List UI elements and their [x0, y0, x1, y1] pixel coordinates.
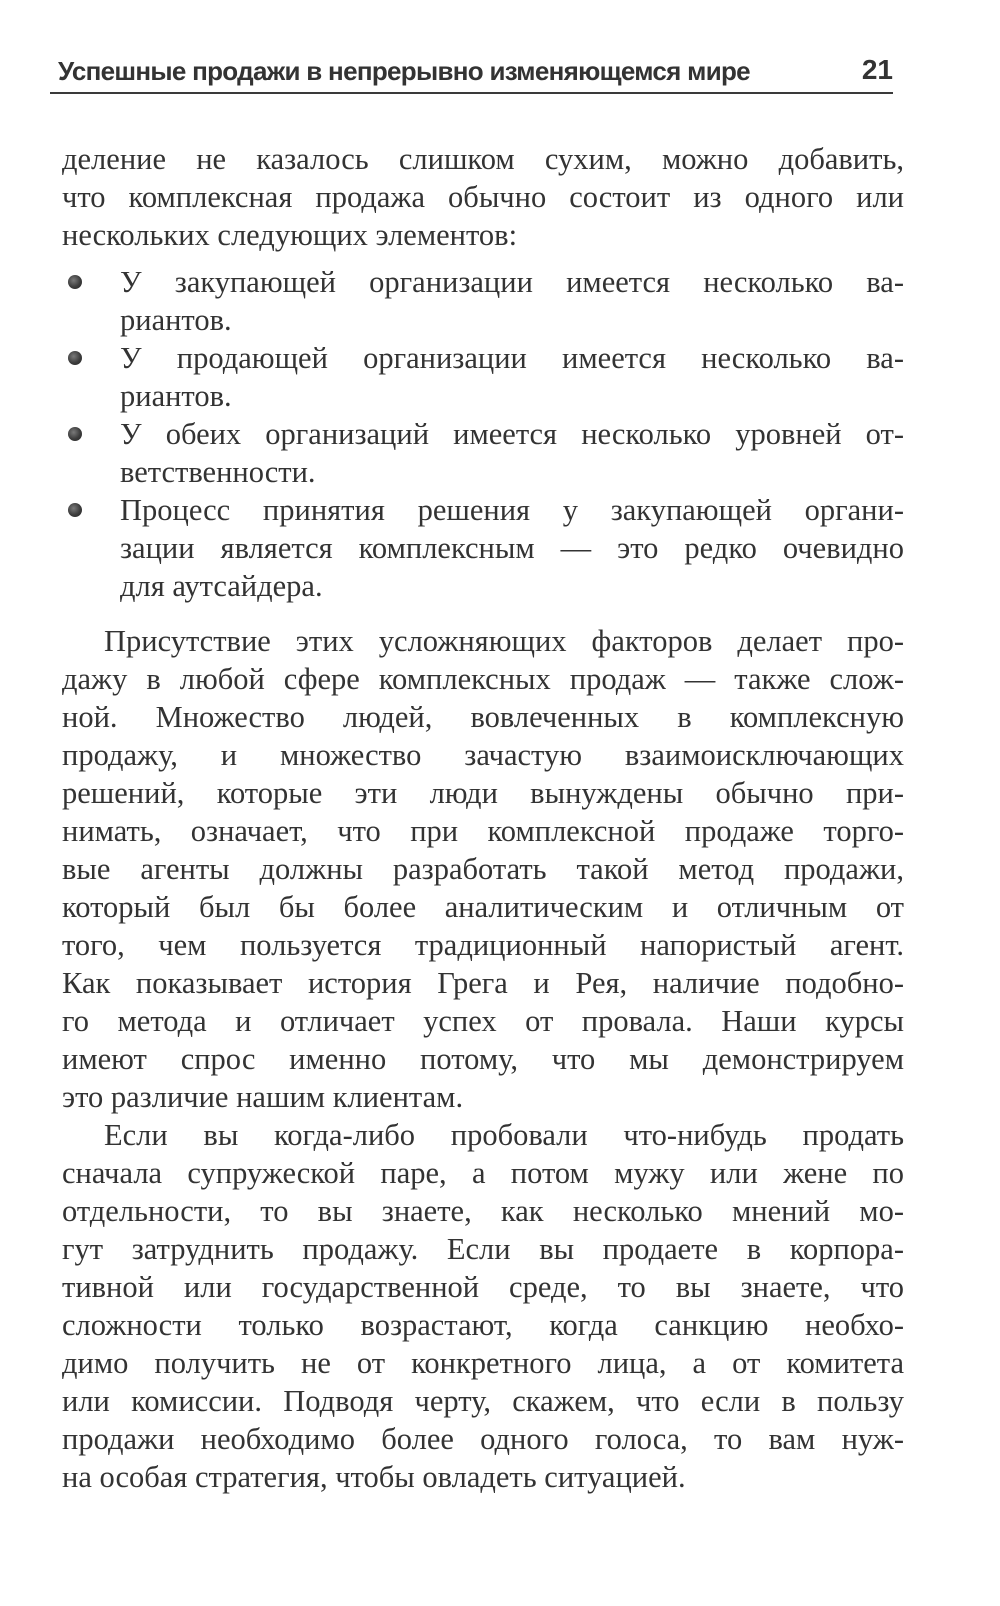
text-line: для аутсайдера. [120, 569, 323, 603]
text-line: вые агенты должны разработать такой метод продажи, [62, 852, 904, 886]
text-line: зации является комплексным — это редко очевидно [120, 531, 904, 565]
text-line: того, чем пользуется традиционный напористый агент. [62, 928, 904, 962]
bullet-dot-icon [68, 427, 82, 441]
bullet-item [62, 415, 904, 491]
running-header [50, 52, 893, 94]
text-line: Если вы когда-либо пробовали что-нибудь продать [104, 1118, 904, 1152]
text-line: сложности только возрастают, когда санкцию необхо- [62, 1308, 904, 1342]
text-line: риантов. [120, 379, 232, 413]
text-line: У закупающей организации имеется несколько ва- [120, 265, 904, 299]
text-line: продажу, и множество зачастую взаимоисключающих [62, 738, 904, 772]
text-line: тивной или государственной среде, то вы знаете, что [62, 1270, 904, 1304]
text-line: дажу в любой сфере комплексных продаж — также слож- [62, 662, 904, 696]
body-text [62, 140, 904, 1496]
bullet-item [62, 263, 904, 339]
text-line: У обеих организаций имеется несколько уровней от- [120, 417, 904, 451]
text-line: димо получить не от конкретного лица, а от комитета [62, 1346, 904, 1380]
text-line: ветственности. [120, 455, 316, 489]
bullet-item [62, 491, 904, 605]
text-line: имеют спрос именно потому, что мы демонстрируем [62, 1042, 904, 1076]
text-line: Процесс принятия решения у закупающей органи- [120, 493, 904, 527]
text-line: нимать, означает, что при комплексной продаже торго- [62, 814, 904, 848]
text-line: решений, которые эти люди вынуждены обычно при- [62, 776, 904, 810]
bullet-dot-icon [68, 351, 82, 365]
text-line: деление не казалось слишком сухим, можно добавить, [62, 142, 904, 176]
text-line: нескольких следующих элементов: [62, 218, 518, 252]
running-title: Успешные продажи в непрерывно изменяющемся мире [58, 56, 750, 86]
text-line: гут затруднить продажу. Если вы продаете в корпора- [62, 1232, 904, 1266]
text-line: отдельности, то вы знаете, как несколько мнений мо- [62, 1194, 904, 1228]
page-number: 21 [861, 54, 893, 85]
text-line: это различие нашим клиентам. [62, 1080, 464, 1114]
text-line: сначала супружеской паре, а потом мужу или жене по [62, 1156, 904, 1190]
paragraph-2 [62, 1116, 904, 1496]
text-line: У продающей организации имеется несколько ва- [120, 341, 904, 375]
text-line: Присутствие этих усложняющих факторов делает про- [104, 624, 904, 658]
text-line: который был бы более аналитическим и отличным от [62, 890, 904, 924]
bullet-dot-icon [68, 275, 82, 289]
text-line: или комиссии. Подводя черту, скажем, что если в пользу [62, 1384, 904, 1418]
intro-paragraph [62, 140, 904, 254]
text-line: риантов. [120, 303, 232, 337]
text-line: продажи необходимо более одного голоса, то вам нуж- [62, 1422, 904, 1456]
text-line: ной. Множество людей, вовлеченных в комплексную [62, 700, 904, 734]
text-line: на особая стратегия, чтобы овладеть ситуацией. [62, 1460, 686, 1494]
text-line: го метода и отличает успех от провала. Наши курсы [62, 1004, 904, 1038]
text-line: что комплексная продажа обычно состоит из одного или [62, 180, 904, 214]
bullet-dot-icon [68, 503, 82, 517]
text-line: Как показывает история Грега и Рея, наличие подобно- [62, 966, 904, 1000]
bullet-item [62, 339, 904, 415]
paragraph-1 [62, 622, 904, 1116]
paragraph-spacer [62, 605, 904, 622]
bullet-list [62, 263, 904, 605]
